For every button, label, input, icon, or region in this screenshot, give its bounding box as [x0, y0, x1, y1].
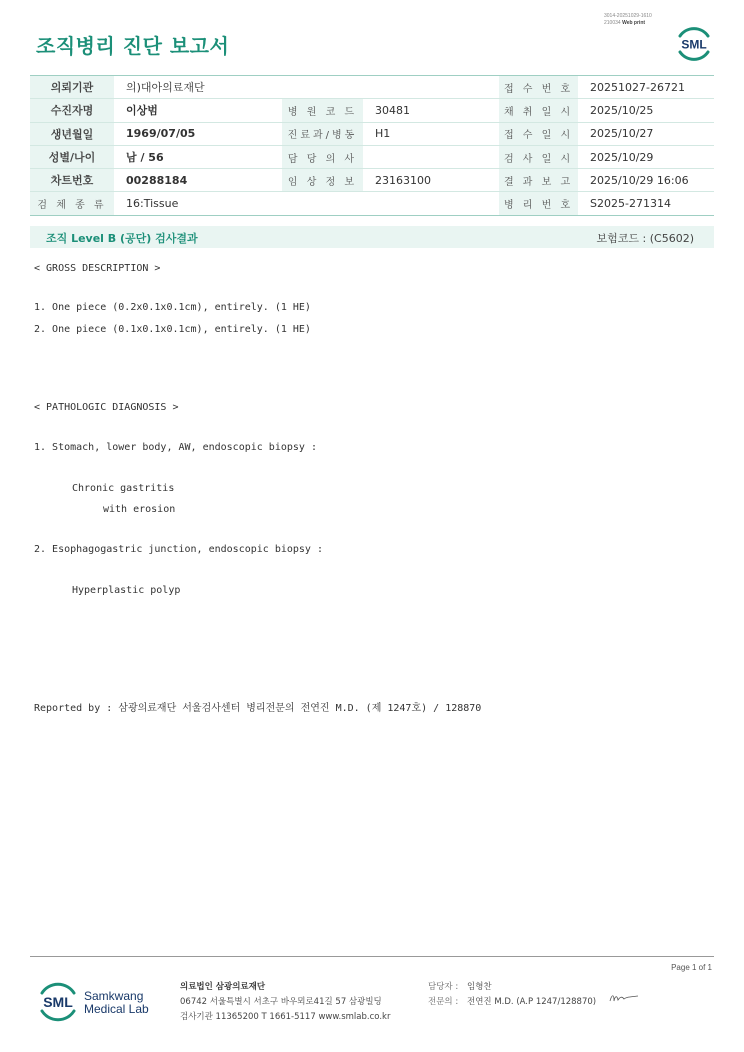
- print-stamp-line2: 210034: [604, 19, 621, 26]
- info-label-l3: 접 수 번 호: [499, 76, 578, 99]
- specialist-name: 전연진 M.D. (A.P 1247/128870): [467, 997, 597, 1007]
- info-value-v3: 2025/10/25: [578, 99, 714, 122]
- info-value-v3: 2025/10/29: [578, 145, 714, 168]
- lab-name-line1: Samkwang: [84, 989, 144, 1003]
- gross-item-2: 2. One piece (0.1x0.1x0.1cm), entirely. (1 HE): [34, 324, 311, 335]
- info-value-v2: [363, 145, 499, 168]
- info-value-v2: 23163100: [363, 169, 499, 192]
- info-label-l2: 진료과/병동: [282, 122, 363, 145]
- diagnosis-1-finding-detail: with erosion: [103, 504, 176, 515]
- samkwang-logo-icon: [36, 980, 80, 1024]
- specialist-signature: [608, 991, 640, 1005]
- specialist-label: 전문의 :: [428, 997, 459, 1007]
- info-label-l3: 채 취 일 시: [499, 99, 578, 122]
- sml-logo-icon: [674, 24, 714, 64]
- info-label-l3: 병 리 번 호: [499, 192, 578, 215]
- org-address: 06742 서울특별시 서초구 바우뫼로41길 57 삼광빌딩: [180, 997, 382, 1007]
- info-label-l3: 검 사 일 시: [499, 145, 578, 168]
- org-name: 의료법인 삼광의료재단: [180, 982, 266, 992]
- page-title: 조직병리 진단 보고서: [36, 34, 230, 58]
- print-stamp: [604, 13, 652, 26]
- lab-name-line2: Medical Lab: [84, 1002, 149, 1016]
- print-stamp-line1: 3014-20251029-1610: [604, 13, 652, 19]
- reported-by: Reported by : 삼광의료재단 서울검사센터 병리전문의 전연진 M.D. (제 1247호) / 128870: [34, 703, 482, 714]
- info-label-l2: 병 원 코 드: [282, 99, 363, 122]
- footer-staff: [428, 980, 596, 1010]
- info-value-v1: 의)대아의료재단: [114, 76, 499, 99]
- info-row: [30, 76, 714, 99]
- info-label-l1: 의뢰기관: [30, 76, 114, 99]
- info-row: [30, 169, 714, 192]
- info-value-v1: 16:Tissue: [114, 192, 499, 215]
- info-label-l1: 수진자명: [30, 99, 114, 122]
- info-value-v1: 00288184: [114, 169, 282, 192]
- info-label-l1: 차트번호: [30, 169, 114, 192]
- info-label-l3: 접 수 일 시: [499, 122, 578, 145]
- org-contact: 검사기관 11365200 T 1661-5117 www.smlab.co.kr: [180, 1012, 391, 1022]
- info-value-v3: 2025/10/29 16:06: [578, 169, 714, 192]
- info-value-v1: 이상범: [114, 99, 282, 122]
- info-value-v3: S2025-271314: [578, 192, 714, 215]
- result-section-title: 조직 Level B (공단) 검사결과: [46, 232, 198, 245]
- info-value-v3: 20251027-26721: [578, 76, 714, 99]
- diagnosis-item-1: 1. Stomach, lower body, AW, endoscopic biopsy :: [34, 442, 317, 453]
- info-label-l1: 검 체 종 류: [30, 192, 114, 215]
- info-label-l2: 담 당 의 사: [282, 145, 363, 168]
- footer-divider: [30, 956, 714, 957]
- diagnosis-2-finding: Hyperplastic polyp: [72, 585, 181, 596]
- patient-info-table: [30, 75, 714, 216]
- info-value-v1: 1969/07/05: [114, 122, 282, 145]
- lab-name: [84, 990, 149, 1016]
- info-row: [30, 99, 714, 122]
- sml-logo-text: SML: [681, 37, 707, 52]
- gross-description-header: < GROSS DESCRIPTION >: [34, 263, 161, 274]
- info-value-v3: 2025/10/27: [578, 122, 714, 145]
- info-value-v2: 30481: [363, 99, 499, 122]
- pathologic-diagnosis-header: < PATHOLOGIC DIAGNOSIS >: [34, 402, 179, 413]
- footer-organization: [180, 980, 390, 1025]
- info-label-l2: 임 상 정 보: [282, 169, 363, 192]
- page-number: Page 1 of 1: [671, 963, 712, 972]
- info-value-v1: 남 / 56: [114, 145, 282, 168]
- result-section-bar: [30, 226, 714, 248]
- info-row: [30, 145, 714, 168]
- diagnosis-item-2: 2. Esophagogastric junction, endoscopic biopsy :: [34, 544, 323, 555]
- info-value-v2: H1: [363, 122, 499, 145]
- info-label-l1: 생년월일: [30, 122, 114, 145]
- info-label-l1: 성별/나이: [30, 145, 114, 168]
- staff-label: 담당자 :: [428, 982, 459, 992]
- insurance-code: 보험코드 : (C5602): [596, 232, 694, 245]
- web-print-label: Web print: [622, 19, 646, 26]
- info-row: [30, 122, 714, 145]
- samkwang-logo-text: SML: [43, 994, 73, 1010]
- info-label-l3: 결 과 보 고: [499, 169, 578, 192]
- staff-name: 임형찬: [467, 982, 492, 992]
- info-row: [30, 192, 714, 215]
- diagnosis-1-finding: Chronic gastritis: [72, 483, 175, 494]
- gross-item-1: 1. One piece (0.2x0.1x0.1cm), entirely. (1 HE): [34, 302, 311, 313]
